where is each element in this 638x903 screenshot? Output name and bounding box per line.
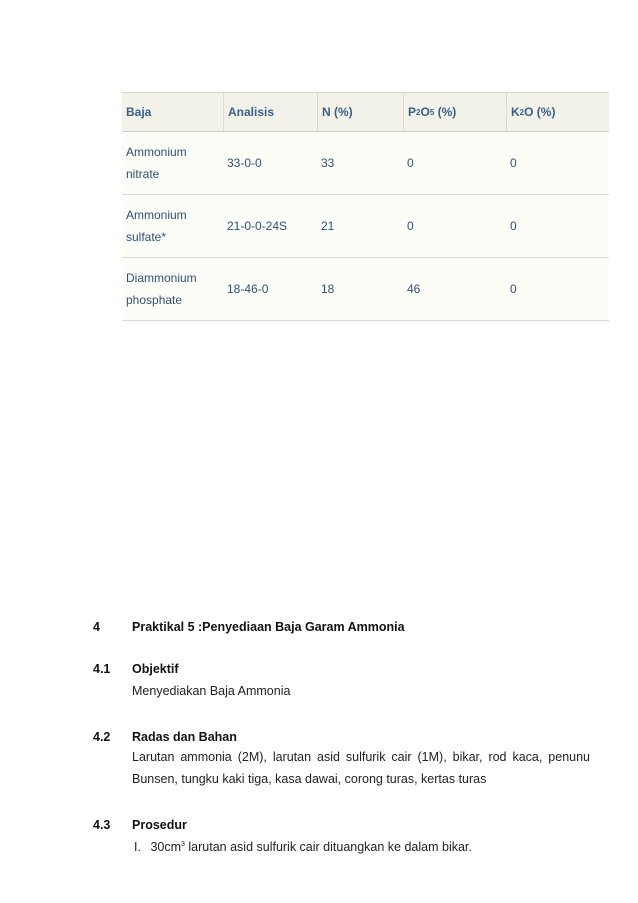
section-4-1-text: Menyediakan Baja Ammonia <box>132 684 291 698</box>
procedure-step-1: I. $30cm^3$ larutan asid sulfurik cair dituangkan ke dalam bikar. <box>134 840 472 854</box>
header-p2o5: P 2 O 5 (%) <box>403 93 506 131</box>
header-n: N (%) <box>317 93 403 131</box>
cell-n: 33 <box>321 156 335 170</box>
table-header-row <box>122 92 609 132</box>
step-marker: I. <box>134 840 141 854</box>
cell-baja: Ammonium nitrate <box>126 145 187 181</box>
cell-k2o: 0 <box>510 282 517 296</box>
table-row <box>122 195 609 258</box>
section-4-3-title: Prosedur <box>132 818 187 832</box>
cell-k2o: 0 <box>510 219 517 233</box>
section-4-2-title: Radas dan Bahan <box>132 730 237 744</box>
cell-p2o5: 46 <box>407 282 421 296</box>
cell-analisis: 33-0-0 <box>227 156 262 170</box>
cell-baja: Ammonium sulfate* <box>126 208 187 244</box>
section-4-1-title: Objektif <box>132 662 179 676</box>
table-row <box>122 132 609 195</box>
header-baja: Baja <box>126 105 152 119</box>
cell-analisis: 18-46-0 <box>227 282 269 296</box>
section-4-number: 4 <box>93 620 100 634</box>
cell-n: 18 <box>321 282 335 296</box>
cell-analisis: 21-0-0-24S <box>227 219 288 233</box>
cell-k2o: 0 <box>510 156 517 170</box>
section-4-2-text: Larutan ammonia (2M), larutan asid sulfurik cair (1M), bikar, rod kaca, penunu Bunsen, tungku kaki tiga, kasa dawai, corong turas, kertas turas <box>132 750 590 786</box>
cell-p2o5: 0 <box>407 219 414 233</box>
header-k2o: K 2 O (%) <box>506 93 609 131</box>
table-row <box>122 258 609 321</box>
section-4-title: Praktikal 5 :Penyediaan Baja Garam Ammonia <box>132 620 405 634</box>
section-4-1-number: 4.1 <box>93 662 111 676</box>
cell-p2o5: 0 <box>407 156 414 170</box>
section-4-2-number: 4.2 <box>93 730 111 744</box>
cell-baja: Diammonium phosphate <box>126 271 197 307</box>
cell-n: 21 <box>321 219 335 233</box>
fertilizer-table <box>122 92 609 321</box>
header-analisis: Analisis <box>223 93 317 131</box>
section-4-3-number: 4.3 <box>93 818 111 832</box>
